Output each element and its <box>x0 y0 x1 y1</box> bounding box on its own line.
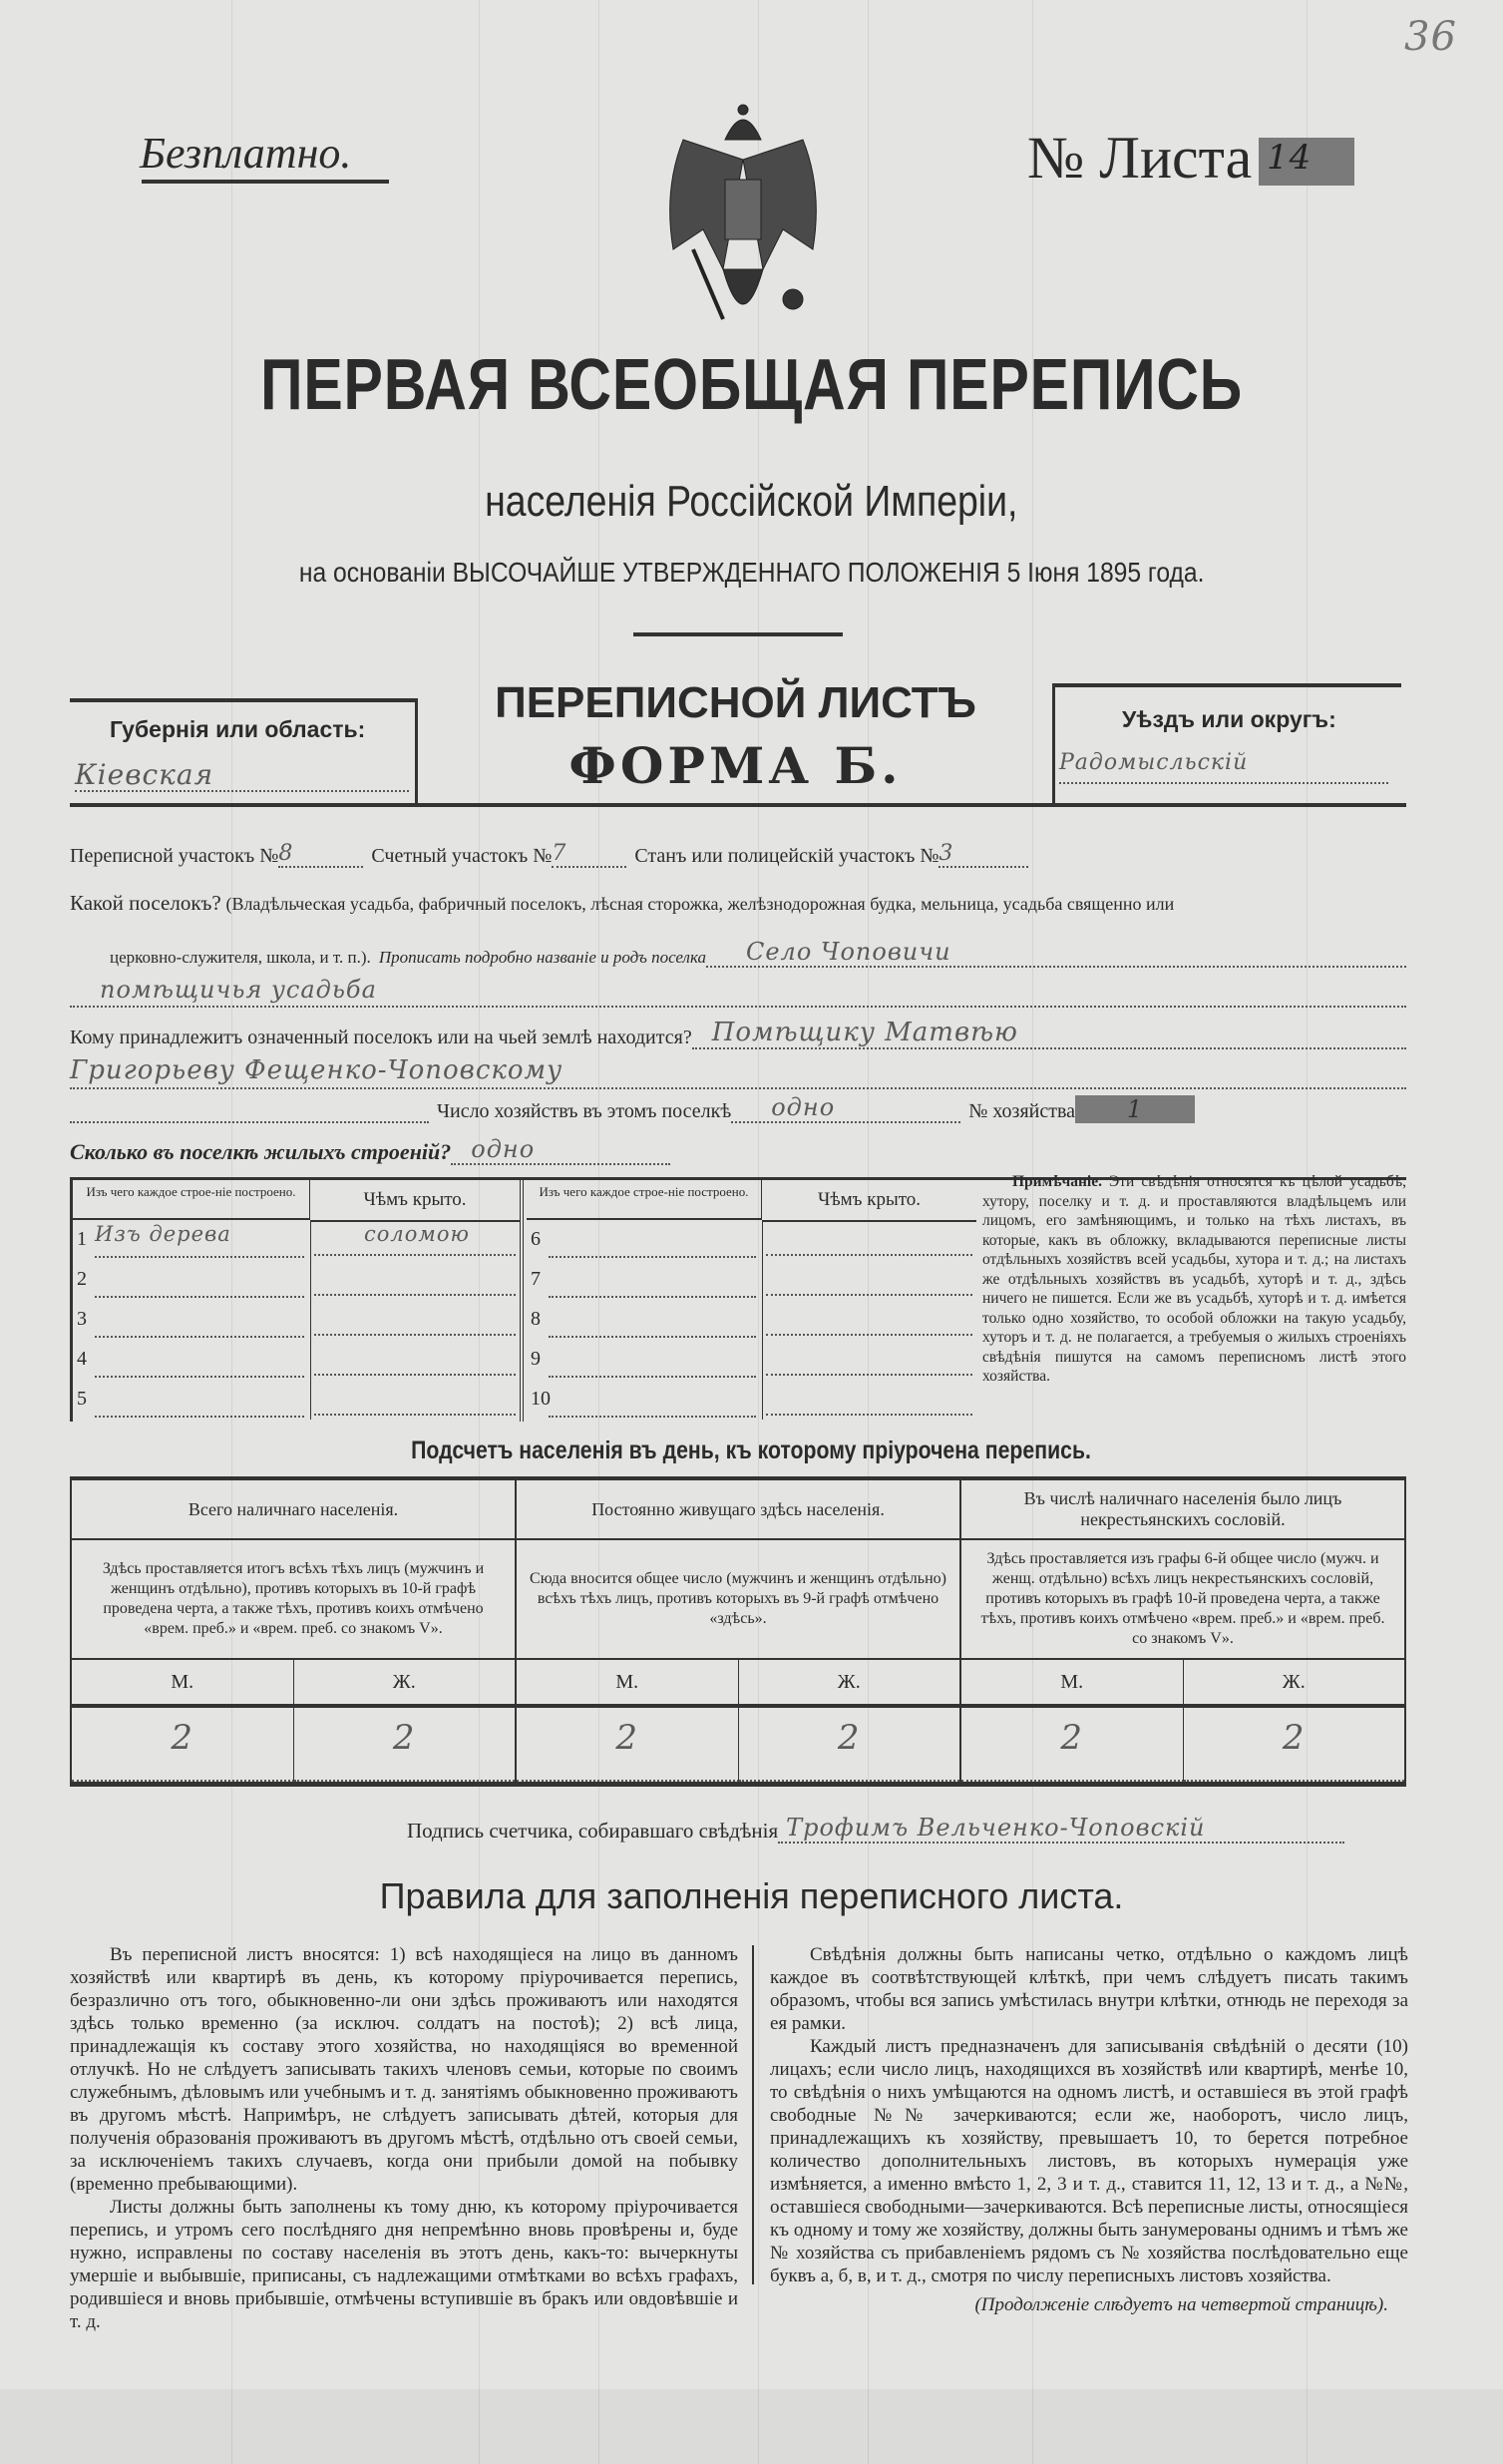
page-title <box>0 344 1503 426</box>
page-mark: 36 <box>1404 14 1457 60</box>
cell-divider <box>310 1220 311 1260</box>
divider <box>70 803 1406 807</box>
owner-field-2[interactable]: Григорьеву Фещенко-Чоповскому <box>70 1055 1406 1089</box>
row-number: 9 <box>531 1348 541 1370</box>
household-number-label: № хозяйства <box>968 1100 1076 1122</box>
female-label: Ж. <box>392 1671 416 1693</box>
sheet-number-label: № Листа <box>1027 125 1253 191</box>
row-number: 5 <box>77 1388 87 1410</box>
cell-divider <box>310 1300 311 1340</box>
row-number: 2 <box>77 1268 87 1290</box>
buildings-field[interactable]: одно <box>451 1135 670 1165</box>
district-field[interactable]: Радомысльскій <box>1059 750 1388 784</box>
count-area-field[interactable]: 7 <box>552 841 626 868</box>
roof-cell[interactable]: соломою <box>314 1222 516 1256</box>
settlement-field-2[interactable]: помѣщичья усадьба <box>70 976 1406 1008</box>
buildings-row <box>70 1135 670 1165</box>
material-cell[interactable]: Изъ дерева <box>95 1222 304 1258</box>
rules-continued: (Продолженіе слѣдуетъ на четвертой страницѣ). <box>974 2294 1388 2315</box>
building-row <box>73 1382 520 1420</box>
buildings-label: Сколько въ поселкѣ жилыхъ строеній? <box>70 1139 452 1164</box>
form-name: ФОРМА Б. <box>568 736 903 795</box>
male-label: М. <box>72 1660 294 1704</box>
population-title-text: Подсчетъ населенія въ день, къ которому пріурочена перепись. <box>411 1437 1092 1464</box>
households-row <box>70 1093 1406 1123</box>
female-count[interactable]: 2 <box>1184 1708 1405 1782</box>
rules-paragraph: Каждый листъ предназначенъ для записыванія свѣдѣній о десяти (10) лицахъ; если число лицъ, находящихся въ хозяйствѣ или квартирѣ, менѣе 10, то свѣдѣнія о нихъ умѣщаются на одномъ листѣ, и оставшіеся въ этой графѣ свободные №№ зачеркиваются; если же, наоборотъ, число лицъ, принадлежащихъ къ хозяйству, превышаетъ 10, то берется потребное количество дополнительныхъ листовъ, въ которыхъ нумерація уже измѣняется, а именно вмѣсто 1, 2, 3 и т. д., ставится 11, 12, 13 и т. д., а №№, оставшіеся свободными—зачеркиваются. Всѣ переписные листы, относящіеся къ одному и тому же хозяйству, должны быть занумерованы однимъ и тѣмъ же № хозяйства съ прибавленіемъ рядомъ съ № хозяйства послѣдовательно еще буквъ а, б, в, и т. д., смотря по числу переписныхъ листовъ хозяйства. <box>770 2036 1408 2286</box>
population-column <box>961 1480 1404 1782</box>
page-title-text: ПЕРВАЯ ВСЕОБЩАЯ ПЕРЕПИСЬ <box>260 345 1243 425</box>
cell-divider <box>310 1260 311 1300</box>
row-number: 1 <box>77 1228 87 1250</box>
building-row <box>73 1222 520 1260</box>
page-subtitle-text: населенія Россійской Имперіи, <box>485 477 1018 526</box>
province-label: Губернія или область: <box>110 716 366 742</box>
roof-cell[interactable] <box>766 1342 972 1376</box>
building-row <box>73 1342 520 1380</box>
rules-paragraph: Въ переписной листъ вносятся: 1) всѣ находящіеся на лицо въ данномъ хозяйствѣ или квартирѣ въ день, къ которому пріурочивается перепись, безразлично отъ того, обыкновенно-ли они здѣсь проживаютъ или находятся здѣсь только временно (за исключ. солдатъ на постоѣ); 2) всѣ лица, принадлежащія къ составу этого хозяйства, но находящіяся во временной отлучкѣ. Но не слѣдуетъ записывать такихъ членовъ семьи, которые по своимъ служебнымъ, дѣловымъ или учебнымъ и т. д. занятіямъ обыкновенно проживаютъ въ другомъ мѣстѣ. Напримѣръ, не слѣдуетъ записывать дѣтей, которыя для полученія образованія проживаютъ въ другомъ мѣстѣ, отдѣльно отъ своей семьи, за исключеніемъ такихъ случаевъ, когда они прибыли домой на побывку (временно пребывающими). <box>70 1944 738 2195</box>
roof-cell[interactable] <box>314 1302 516 1336</box>
building-row <box>73 1262 520 1300</box>
col-roof-header: Чѣмъ крыто. <box>762 1180 976 1222</box>
male-count[interactable]: 2 <box>961 1708 1184 1782</box>
rules-paragraph: Свѣдѣнія должны быть написаны четко, отдѣльно о каждомъ лицѣ каждое въ соотвѣтствующей клѣткѣ, при чемъ слѣдуетъ писать такимъ образомъ, чтобы вся запись умѣстилась внутри клѣтки, отнюдь не переходя за ея рамки. <box>770 1944 1408 2034</box>
roof-cell[interactable] <box>766 1222 972 1256</box>
roof-cell[interactable] <box>314 1382 516 1416</box>
signature-row <box>407 1814 1344 1844</box>
note-title: Примѣчаніе. <box>1012 1173 1102 1190</box>
blank-line <box>70 1097 429 1123</box>
population-col-desc: Здѣсь проставляется изъ графы 6-й общее число (мужч. и женщ. отдѣльно) всѣхъ лицъ некрестьянскихъ сословій, противъ которыхъ въ графѣ 10-й проведена черта, а также тѣхъ, противъ коихъ отмѣчено «врем. преб.» и «врем. преб. со знакомъ V». <box>961 1540 1404 1660</box>
note <box>982 1172 1406 1387</box>
rules-left-column <box>70 1943 738 2333</box>
male-count[interactable]: 2 <box>72 1708 294 1782</box>
col-roof-header: Чѣмъ крыто. <box>310 1180 520 1222</box>
settlement-name-row <box>110 938 1406 968</box>
rules-title: Правила для заполненія переписного листа. <box>379 1875 1124 1916</box>
building-row <box>527 1302 976 1340</box>
cell-divider <box>762 1380 763 1420</box>
divider <box>70 1782 1406 1787</box>
cell-divider <box>762 1300 763 1340</box>
row-number: 3 <box>77 1308 87 1330</box>
rules-right-column <box>770 1943 1408 2316</box>
population-column <box>517 1480 961 1782</box>
material-cell[interactable] <box>549 1302 756 1338</box>
divider <box>70 698 417 702</box>
male-label: М. <box>517 1660 739 1704</box>
female-count[interactable]: 2 <box>294 1708 516 1782</box>
settlement-instruction: Прописать подробно названіе и родъ поселка <box>378 948 706 967</box>
legal-basis <box>0 557 1503 589</box>
row-number: 4 <box>77 1348 87 1370</box>
row-number: 8 <box>531 1308 541 1330</box>
roof-cell[interactable] <box>766 1262 972 1296</box>
material-cell[interactable] <box>549 1382 756 1418</box>
cell-divider <box>762 1220 763 1260</box>
buildings-table-left <box>73 1180 524 1422</box>
col-material-header: Изъ чего каждое строе-ніе построено. <box>73 1180 310 1220</box>
population-col-header: Постоянно живущаго здѣсь населенія. <box>517 1480 959 1540</box>
census-area-field[interactable]: 8 <box>278 841 363 868</box>
households-field[interactable]: одно <box>731 1093 960 1123</box>
population-col-header: Всего наличнаго населенія. <box>72 1480 515 1540</box>
roof-cell[interactable] <box>314 1342 516 1376</box>
count-area-label: Счетный участокъ № <box>371 845 553 867</box>
station-field[interactable]: 3 <box>939 841 1028 868</box>
building-row <box>73 1302 520 1340</box>
owner-row <box>70 1018 1406 1049</box>
col-material-header: Изъ чего каждое строе-ніе построено. <box>527 1180 762 1220</box>
material-cell[interactable] <box>95 1302 304 1338</box>
male-label: М. <box>961 1660 1184 1704</box>
female-count[interactable]: 2 <box>739 1708 960 1782</box>
material-cell[interactable] <box>95 1262 304 1298</box>
column-divider <box>752 1945 754 2284</box>
row-number: 6 <box>531 1228 541 1250</box>
female-label: Ж. <box>837 1671 861 1693</box>
sheet-number-stamp <box>1259 138 1354 186</box>
page-subtitle <box>0 477 1503 527</box>
signature-field[interactable]: Трофимъ Вельченко-Чоповскій <box>778 1814 1344 1844</box>
settlement-field[interactable]: Село Чоповичи <box>706 938 1406 968</box>
free-underline <box>142 180 389 184</box>
population-table <box>70 1480 1406 1782</box>
divider <box>1052 683 1401 687</box>
area-fields-row <box>70 841 1406 868</box>
divider <box>415 698 418 804</box>
material-cell[interactable] <box>95 1342 304 1378</box>
divider <box>1052 683 1055 803</box>
cell-divider <box>310 1380 311 1420</box>
note-text: Эти свѣдѣнія относятся къ цѣлой усадьбѣ, хутору, поселку и т. д. и проставляются владѣльцемъ или лицомъ, его замѣняющимъ, и только на тѣхъ листахъ, въ которые, какъ въ обложку, вкладываются переписные листы отдѣльныхъ хозяйствъ всей усадьбы, хутора и т. д.; на листахъ же отдѣльныхъ хозяйствъ въ усадьбѣ, хуторѣ и т. д., здѣсь ничего не пишется. Если же въ усадьбѣ, хуторѣ и т. д. имѣется только одно хозяйство, то особой обложки на такую усадьбу, хуторъ и т. д. не полагается, а требуемыя о жилыхъ строеніяхъ свѣдѣнія пишутся на самомъ переписномъ листѣ этого хозяйства. <box>982 1173 1407 1385</box>
building-row <box>527 1262 976 1300</box>
settlement-hint: (Владѣльческая усадьба, фабричный поселокъ, лѣсная сторожка, желѣзнодорожная будка, мельница, усадьба священно или <box>225 894 1175 914</box>
roof-cell[interactable] <box>314 1262 516 1296</box>
male-count[interactable]: 2 <box>517 1708 739 1782</box>
household-number-field[interactable]: 1 <box>1075 1095 1195 1123</box>
population-title <box>0 1437 1503 1465</box>
population-col-desc: Здѣсь проставляется итогъ всѣхъ тѣхъ лицъ (мужчинъ и женщинъ отдѣльно), противъ которыхъ въ 10-й графѣ проведена черта, а также тѣхъ, противъ коихъ отмѣчено «врем. преб.» и «врем. преб. со знакомъ V». <box>72 1540 515 1660</box>
sheet-number-value: 14 <box>1267 138 1313 178</box>
material-cell[interactable] <box>549 1262 756 1298</box>
free-label: Безплатно. <box>140 129 352 178</box>
cell-divider <box>762 1260 763 1300</box>
households-label: Число хозяйствъ въ этомъ поселкѣ <box>437 1100 732 1122</box>
building-row <box>527 1222 976 1260</box>
rules-paragraph: Листы должны быть заполнены къ тому дню, къ которому пріурочивается перепись, и утромъ сего послѣдняго дня непремѣнно вновь провѣрены и, буде нужно, исправлены по составу населенія въ этотъ день, какъ-то: вычеркнуты умершіе и выбывшіе, приписаны, съ надлежащими отмѣтками во всѣхъ графахъ, родившіеся и вновь прибывшіе, отмѣчены вступившіе въ бракъ или овдовѣвшіе и т. д. <box>70 2197 738 2332</box>
row-number: 7 <box>531 1268 541 1290</box>
paper-edge <box>0 2389 1503 2464</box>
owner-field[interactable]: Помѣщику Матвѣю <box>692 1018 1406 1049</box>
building-row <box>527 1342 976 1380</box>
settlement-hint-2: церковно-служителя, школа, и т. п.). <box>110 948 371 967</box>
province-field[interactable]: Кіевская <box>75 758 409 792</box>
cell-divider <box>762 1340 763 1380</box>
imperial-eagle-emblem <box>663 100 823 339</box>
settlement-label: Какой поселокъ? <box>70 891 221 915</box>
legal-basis-text: на основаніи ВЫСОЧАЙШЕ УТВЕРЖДЕННАГО ПОЛОЖЕНІЯ 5 Іюня 1895 года. <box>298 557 1205 588</box>
female-label: Ж. <box>1282 1671 1306 1693</box>
population-column <box>72 1480 517 1782</box>
census-area-label: Переписной участокъ № <box>70 845 279 867</box>
building-row <box>527 1382 976 1420</box>
population-col-desc: Сюда вносится общее число (мужчинъ и женщинъ отдѣльно) всѣхъ тѣхъ лицъ, противъ которыхъ въ 9-й графѣ отмѣчено «здѣсь». <box>517 1540 959 1660</box>
row-number: 10 <box>531 1388 551 1410</box>
form-title: ПЕРЕПИСНОЙ ЛИСТЪ <box>495 678 976 727</box>
material-cell[interactable] <box>95 1382 304 1418</box>
station-label: Станъ или полицейскій участокъ № <box>634 845 939 867</box>
buildings-table-right <box>527 1180 976 1422</box>
cell-divider <box>310 1340 311 1380</box>
roof-cell[interactable] <box>766 1382 972 1416</box>
district-label: Уѣздъ или округъ: <box>1122 706 1336 732</box>
owner-label: Кому принадлежитъ означенный поселокъ или на чьей землѣ находится? <box>70 1027 692 1048</box>
signature-label: Подпись счетчика, собиравшаго свѣдѣнія <box>407 1819 779 1843</box>
population-col-header: Въ числѣ наличнаго населенія было лицъ некрестьянскихъ сословій. <box>961 1480 1404 1540</box>
roof-cell[interactable] <box>766 1302 972 1336</box>
material-cell[interactable] <box>549 1342 756 1378</box>
material-cell[interactable] <box>549 1222 756 1258</box>
settlement-row <box>70 891 1406 916</box>
buildings-table <box>70 1180 973 1422</box>
divider <box>633 632 843 636</box>
